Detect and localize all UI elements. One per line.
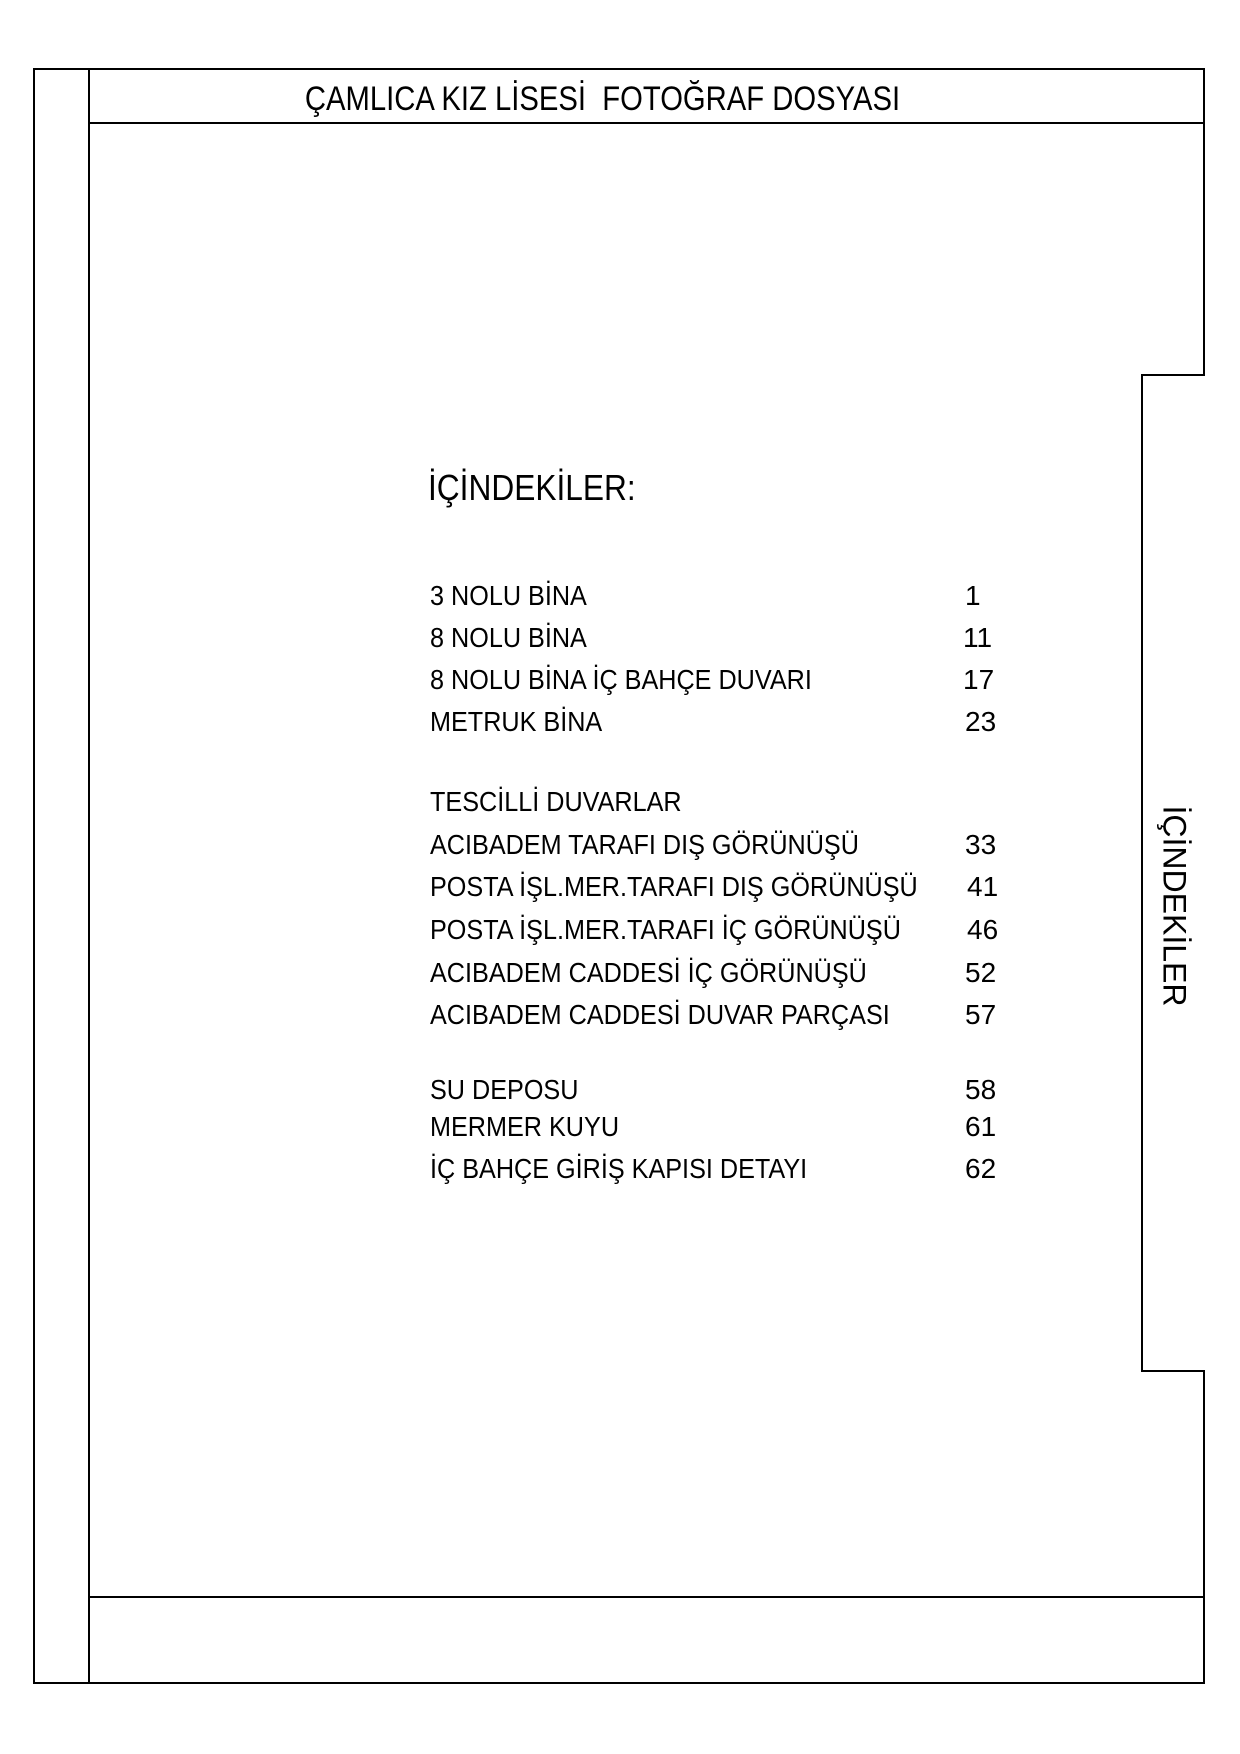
toc-entry-page: 52 (965, 957, 997, 988)
toc-entry (430, 997, 1005, 1033)
toc-entry (430, 662, 1005, 698)
toc-section-heading (430, 784, 1005, 820)
toc-entry-label: ACIBADEM CADDESİ İÇ GÖRÜNÜŞÜ (430, 957, 867, 988)
toc-entry (430, 869, 1005, 905)
section-side-tab (1141, 374, 1205, 1372)
toc-entry-page: 58 (965, 1074, 997, 1105)
toc-heading: İÇİNDEKİLER: (428, 467, 636, 508)
toc-entry-page: 61 (965, 1111, 997, 1142)
toc-entry-page: 46 (967, 914, 999, 945)
toc-entry (430, 955, 1005, 991)
toc-entry (430, 827, 1005, 863)
toc-entry-label: ACIBADEM TARAFI DIŞ GÖRÜNÜŞÜ (430, 829, 859, 860)
toc-entry-page: 62 (965, 1153, 997, 1184)
toc-entry-label: ACIBADEM CADDESİ DUVAR PARÇASI (430, 999, 890, 1030)
toc-entry-label: 8 NOLU BİNA (430, 622, 587, 653)
header-divider (88, 122, 1205, 124)
side-tab-label: İÇİNDEKİLER (1156, 805, 1193, 1007)
toc-entry (430, 1109, 1005, 1145)
toc-entry (430, 1151, 1005, 1187)
toc-entry (430, 620, 1005, 656)
toc-entry-page: 57 (965, 999, 997, 1030)
toc-entry-page: 11 (963, 622, 993, 653)
toc-entry-label: 3 NOLU BİNA (430, 580, 587, 611)
toc-entry-page: 33 (965, 829, 997, 860)
toc-entry (430, 1072, 1005, 1108)
footer-divider (88, 1596, 1205, 1598)
toc-entry-label: POSTA İŞL.MER.TARAFI DIŞ GÖRÜNÜŞÜ (430, 871, 918, 902)
binding-margin-line (88, 68, 90, 1684)
toc-entry-label: 8 NOLU BİNA İÇ BAHÇE DUVARI (430, 664, 812, 695)
toc-entry-label: POSTA İŞL.MER.TARAFI İÇ GÖRÜNÜŞÜ (430, 914, 901, 945)
toc-entry (430, 912, 1005, 948)
toc-entry (430, 578, 1005, 614)
document-title: ÇAMLICA KIZ LİSESİ FOTOĞRAF DOSYASI (304, 80, 901, 118)
toc-entry-page: 41 (967, 871, 999, 902)
toc-entry-label: SU DEPOSU (430, 1074, 579, 1105)
toc-entry-label: TESCİLLİ DUVARLAR (430, 786, 682, 817)
toc-entry-label: METRUK BİNA (430, 706, 603, 737)
toc-entry-label: İÇ BAHÇE GİRİŞ KAPISI DETAYI (430, 1153, 808, 1184)
toc-entry-label: MERMER KUYU (430, 1111, 620, 1142)
toc-entry-page: 17 (963, 664, 995, 695)
toc-entry (430, 704, 1005, 740)
toc-entry-page: 23 (965, 706, 997, 737)
toc-entry-page: 1 (965, 580, 981, 611)
